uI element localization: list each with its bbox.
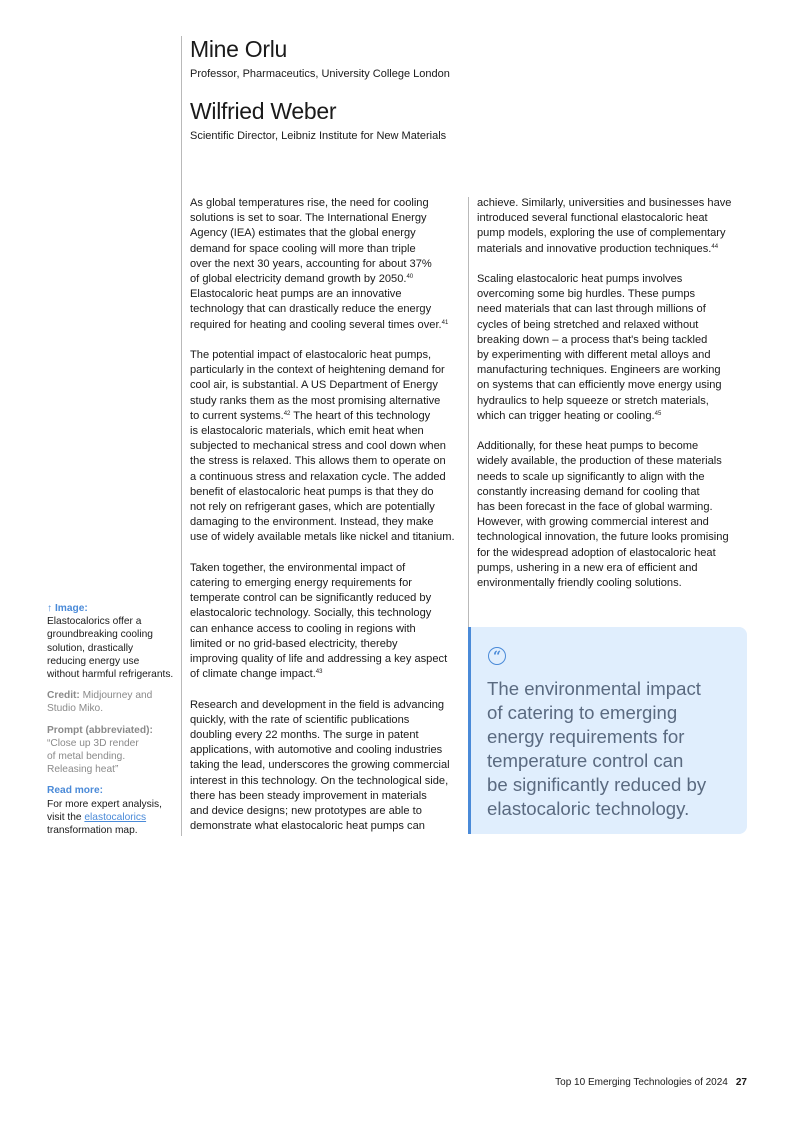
text-line: temperate control can be significantly reduced by	[190, 592, 432, 605]
quote-line: elastocaloric technology.	[487, 798, 690, 819]
text-line: is elastocaloric materials, which emit heat when	[190, 425, 424, 438]
footnote-ref: 42	[283, 410, 291, 417]
quote-line: The environmental impact	[487, 678, 701, 699]
author-block	[190, 36, 450, 81]
sidebar-notes	[47, 602, 177, 845]
text-line: doubling every 22 months. The surge in patent	[190, 729, 419, 742]
author-block	[190, 98, 446, 143]
image-label: Image:	[54, 603, 88, 614]
paragraph	[190, 561, 462, 683]
footnote-ref: 43	[315, 669, 323, 676]
prompt-label: Prompt (abbreviated):	[47, 724, 153, 736]
quote-icon: “	[488, 647, 506, 665]
text-line: Taken together, the environmental impact of	[190, 561, 406, 574]
text-line: needs to scale up significantly to align with the	[477, 470, 705, 483]
read-more-line: For more expert analysis,	[47, 798, 162, 810]
footnote-ref: 40	[406, 274, 414, 281]
text-line: technological innovation, the future looks promising	[477, 531, 729, 544]
read-more-line: transformation map.	[47, 825, 138, 837]
pull-quote	[468, 627, 747, 834]
text-line: solutions is set to soar. The International Energy	[190, 212, 427, 225]
text-line: the stress is relaxed. This allows them to operate on	[190, 455, 446, 468]
prompt-note	[47, 724, 177, 777]
author-role: Professor, Pharmaceutics, University College London	[190, 68, 450, 80]
author-name: Wilfried Weber	[190, 98, 337, 124]
text-line: technology that can drastically reduce the energy	[190, 303, 432, 316]
caption-line: solution, drastically	[47, 642, 134, 654]
text-line: improving quality of life and addressing a key aspect	[190, 653, 448, 666]
arrow-up-icon: ↑	[47, 603, 53, 614]
text-line: a continuous stress and relaxation cycle. The added	[190, 470, 446, 483]
text-line: limited or no grid-based electricity, thereby	[190, 637, 398, 650]
text-line: achieve. Similarly, universities and businesses have	[477, 197, 732, 209]
footnote-ref: 44	[711, 243, 719, 250]
body-column-right	[477, 196, 749, 606]
text-line: elastocaloric technology. Socially, this technology	[190, 607, 432, 620]
text-line: required for heating and cooling several times over.$^{41}$	[190, 318, 449, 331]
caption-line: without harmful refrigerants.	[47, 669, 174, 681]
paragraph	[190, 196, 462, 333]
text-line: Scaling elastocaloric heat pumps involves	[477, 273, 683, 285]
footnote-ref: 41	[441, 319, 449, 326]
text-line: pumps, ushering in a new era of efficient and	[477, 561, 698, 574]
text-line: need materials that can last through millions of	[477, 303, 706, 316]
read-more-line: visit the	[47, 811, 85, 823]
quote-line: be significantly reduced by	[487, 774, 707, 795]
text-line: Additionally, for these heat pumps to become	[477, 440, 699, 453]
text-line: pump models, exploring the use of complementary	[477, 227, 726, 240]
caption-line: Elastocalorics offer a	[47, 616, 142, 628]
caption-line: reducing energy use	[47, 655, 140, 667]
text-line: Elastocaloric heat pumps are an innovative	[190, 288, 402, 301]
text-line: materials and innovative production techniques.$^{44}$	[477, 242, 719, 255]
credit-text: Studio Miko.	[47, 703, 104, 715]
text-line: can enhance access to cooling in regions with	[190, 622, 416, 635]
text-line: and device designs; new prototypes are able to	[190, 805, 422, 818]
text-line: interest in this technology. On the technological side,	[190, 774, 449, 787]
quote-line: of catering to emerging	[487, 702, 678, 723]
prompt-line: of metal bending.	[47, 751, 126, 763]
text-line: of climate change impact.$^{43}$	[190, 668, 323, 681]
text-line: by experimenting with different metal alloys and	[477, 349, 711, 362]
page-number: 27	[735, 1077, 747, 1088]
quote-line: energy requirements for	[487, 726, 685, 747]
text-line: Research and development in the field is advancing	[190, 698, 445, 711]
text-line: which can trigger heating or cooling.$^{45}$	[477, 409, 662, 422]
text-line: applications, with automotive and cooling industries	[190, 744, 443, 757]
credit-text: Midjourney and	[79, 690, 153, 702]
text-line: not rely on refrigerant gases, which are potentially	[190, 501, 435, 514]
paragraph	[477, 272, 749, 424]
text-line: The potential impact of elastocaloric heat pumps,	[190, 349, 432, 362]
text-line: has been forecast in the face of global warming.	[477, 501, 713, 514]
text-line: on systems that can efficiently move energy using	[477, 379, 722, 392]
text-line: to current systems.$^{42}$ The heart of this technology	[190, 409, 431, 422]
text-line: introduced several functional elastocaloric heat	[477, 212, 708, 225]
author-role: Scientific Director, Leibniz Institute for New Materials	[190, 130, 447, 142]
text-line: demand for space cooling will more than triple	[190, 242, 416, 255]
paragraph	[190, 698, 462, 835]
text-line: of global electricity demand growth by 2050.40	[190, 273, 414, 286]
paragraph	[477, 196, 749, 257]
caption-line: groundbreaking cooling	[47, 629, 153, 641]
credit-note	[47, 689, 177, 715]
text-line: hydraulics to help squeeze or stretch materials,	[477, 394, 709, 407]
text-line: However, with growing commercial interest and	[477, 516, 709, 529]
read-more-label: Read more:	[47, 785, 104, 797]
read-more-note	[47, 784, 177, 837]
elastocalorics-link[interactable]: elastocalorics	[84, 811, 147, 823]
text-line: manufacturing techniques. Engineers are working	[477, 364, 721, 377]
text-line: As global temperatures rise, the need for cooling	[190, 197, 429, 209]
text-line: for the widespread adoption of elastocaloric heat	[477, 546, 716, 559]
text-line: particularly in the context of heightening demand for	[190, 364, 445, 377]
text-line: subjected to mechanical stress and cool down when	[190, 440, 446, 453]
body-column-left	[190, 196, 462, 850]
vertical-rule-left	[181, 36, 182, 836]
text-line: damaging to the environment. Instead, they make	[190, 516, 434, 529]
vertical-rule-middle	[468, 197, 469, 637]
text-line: there has been steady improvement in materials	[190, 789, 427, 802]
prompt-line: Releasing heat”	[47, 764, 119, 776]
text-line: overcoming some big hurdles. These pumps	[477, 288, 696, 301]
text-line: benefit of elastocaloric heat pumps is that they do	[190, 485, 434, 498]
pull-quote-text	[487, 677, 706, 821]
text-line: over the next 30 years, accounting for about 37%	[190, 257, 432, 270]
text-line: breaking down – a process that's being tackled	[477, 333, 708, 346]
footer-title: Top 10 Emerging Technologies of 2024	[555, 1077, 728, 1088]
paragraph	[477, 439, 749, 591]
credit-label: Credit:	[47, 690, 80, 702]
text-line: study ranks them as the most promising alternative	[190, 394, 441, 407]
text-line: catering to emerging energy requirements for	[190, 577, 412, 590]
quote-line: temperature control can	[487, 750, 684, 771]
text-line: taking the lead, underscores the growing commercial	[190, 759, 450, 772]
prompt-line: “Close up 3D render	[47, 737, 139, 749]
text-line: Agency (IEA) estimates that the global energy	[190, 227, 416, 240]
text-line: environmentally friendly cooling solutions.	[477, 577, 682, 590]
text-line: constantly increasing demand for cooling that	[477, 485, 700, 498]
text-line: demonstrate what elastocaloric heat pumps can	[190, 820, 425, 833]
footnote-ref: 45	[654, 410, 662, 417]
author-name: Mine Orlu	[190, 36, 287, 62]
text-line: use of widely available metals like nickel and titanium.	[190, 531, 455, 544]
image-caption	[47, 602, 177, 681]
text-line: cycles of being stretched and relaxed without	[477, 318, 699, 331]
paragraph	[190, 348, 462, 546]
text-line: quickly, with the rate of scientific publications	[190, 713, 410, 726]
page-footer	[555, 1077, 747, 1088]
text-line: cool air, is substantial. A US Department of Energy	[190, 379, 438, 392]
text-line: widely available, the production of these materials	[477, 455, 722, 468]
